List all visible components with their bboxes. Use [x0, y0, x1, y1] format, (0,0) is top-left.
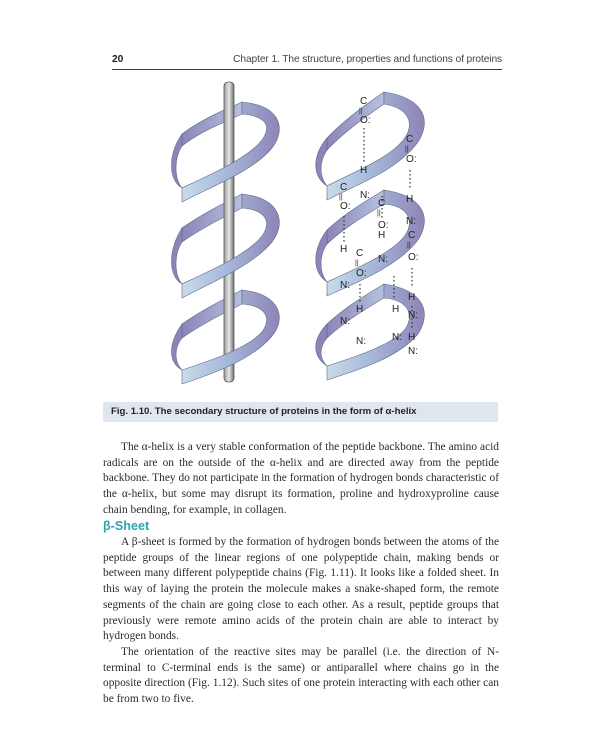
body-paragraph-1: The α-helix is a very stable conformation of the peptide backbone. The amino acid radicals are on the outside of the α-helix and are directed away from the peptide backbone. They do not participate in the formation of hydrogen bonds characteristic of the α-helix, but some may disrupt its formation, proline and hydroxyproline cause chain bending, for example, in collagen.	[103, 441, 499, 516]
atom-c-4: C	[378, 198, 386, 209]
right-ribbon-back-2	[327, 190, 384, 244]
body-paragraph-2: A β-sheet is formed by the formation of hydrogen bonds between the atoms of the peptide groups of the linear regions of one polypeptide chain, making bends or between many different polypeptide chains (Fig. 1.11). It looks like a folded sheet. In this way of laying the protein the molecule makes a snake-shaped form, the remote segments of the chain are going close to each other. As a result, peptide groups that previously were remote amino acids of the protein chain are able to interact by hydrogen bonds.	[103, 536, 499, 643]
atom-o-4: O:	[378, 220, 389, 231]
atom-o-1: O:	[360, 115, 371, 126]
bond-6: ||	[355, 260, 359, 267]
atom-n-1: N:	[360, 190, 370, 201]
right-ribbon-curl-2	[316, 230, 327, 282]
atom-o-6: O:	[356, 268, 367, 279]
atom-n-8: N:	[408, 346, 418, 357]
figure-caption: Fig. 1.10. The secondary structure of proteins in the form of α-helix	[103, 402, 498, 422]
atom-h-6: H	[356, 304, 364, 315]
body-paragraph-3: The orientation of the reactive sites may be parallel (i.e. the direction of N-terminal to C-terminal ends is the same) or antiparallel where chains go in the opposite direction (Fig. 1.12). Such sites of one protein interacting with each other can be from two to five.	[103, 645, 499, 706]
atom-c-6: C	[356, 248, 364, 259]
atom-h-3: H	[340, 244, 348, 255]
bond-2: ||	[405, 146, 409, 153]
bond-5: ||	[407, 242, 411, 249]
atom-c-5: C	[408, 230, 416, 241]
header-rule	[112, 69, 502, 70]
atom-h-2: H	[406, 194, 414, 205]
atom-h-1: H	[360, 165, 368, 176]
atom-c-3: C	[340, 182, 348, 193]
left-ribbon-curl-1	[172, 134, 183, 188]
page-header	[112, 54, 502, 68]
bond-1: ||	[359, 108, 363, 115]
atom-n-7: N:	[392, 332, 402, 343]
alpha-helix-illustration	[112, 78, 502, 400]
page-number: 20	[112, 54, 124, 65]
atom-n-3: N:	[340, 280, 350, 291]
bond-3: ||	[339, 194, 343, 201]
section-heading-beta-sheet: β-Sheet	[103, 519, 150, 533]
atom-n-2: N:	[406, 216, 416, 227]
right-helix	[316, 92, 425, 380]
chapter-title: Chapter 1. The structure, properties and functions of proteins	[233, 54, 502, 65]
atom-o-2: O:	[406, 154, 417, 165]
atom-n-4: N:	[378, 254, 388, 265]
body-paragraph-1-block	[103, 440, 499, 519]
left-ribbon-curl-3	[172, 324, 183, 370]
left-ribbon-curl-2	[172, 228, 183, 284]
atom-h-7: H	[392, 304, 400, 315]
atom-o-3: O:	[340, 201, 351, 212]
left-helix	[172, 82, 280, 384]
body-paragraphs-beta-block	[103, 535, 499, 708]
atom-n-9: N:	[340, 316, 350, 327]
atom-o-5: O:	[408, 252, 419, 263]
atom-h-8: H	[408, 332, 416, 343]
right-ribbon-curl-3	[316, 324, 327, 366]
atom-n-6: N:	[356, 336, 366, 347]
atom-c-1: C	[360, 96, 368, 107]
alpha-helix-figure	[112, 78, 502, 400]
right-ribbon-curl-1	[316, 138, 327, 186]
bond-4: ||	[377, 210, 381, 217]
atom-c-2: C	[406, 134, 414, 145]
helix-axis-rod	[224, 82, 234, 382]
atom-h-4: H	[378, 230, 386, 241]
atom-h-5: H	[408, 292, 416, 303]
right-ribbon-back-1	[327, 92, 384, 150]
atom-n-5: N:	[408, 310, 418, 321]
